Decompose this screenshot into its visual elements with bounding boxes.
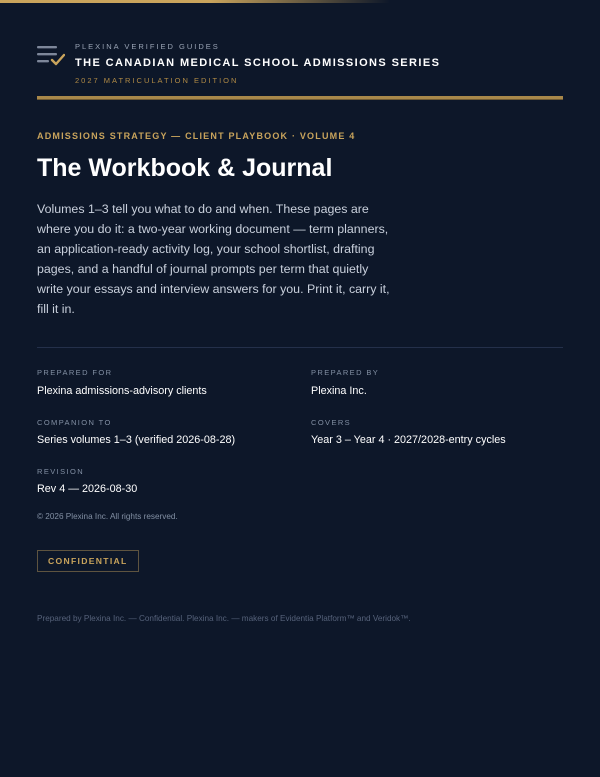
header-divider bbox=[37, 96, 563, 100]
covers-label: COVERS bbox=[311, 418, 352, 427]
companion-label: COMPANION TO bbox=[37, 418, 112, 427]
confidential-badge: CONFIDENTIAL bbox=[37, 550, 139, 572]
checklist-icon bbox=[37, 44, 65, 66]
intro-paragraph: Volumes 1–3 tell you what to do and when. These pages are where you do it: a two-year working document — term planners, an application-ready activity log, your school shortlist, drafting pages, and a handful of journal prompts per term that quietly write your essays and interview answers for you. Print it, carry it, fill it in. bbox=[37, 202, 390, 316]
prepared-for-value: Plexina admissions-advisory clients bbox=[37, 385, 207, 397]
covers-value: Year 3 – Year 4 · 2027/2028-entry cycles bbox=[311, 434, 506, 446]
header-text bbox=[75, 40, 440, 85]
edition-label: 2027 MATRICULATION EDITION bbox=[75, 76, 239, 85]
prepared-by-value: Plexina Inc. bbox=[311, 385, 367, 397]
revision-label: REVISION bbox=[37, 467, 85, 476]
volume-kicker: ADMISSIONS STRATEGY — CLIENT PLAYBOOK · VOLUME 4 bbox=[37, 131, 356, 141]
copyright-notice: © 2026 Plexina Inc. All rights reserved. bbox=[37, 512, 178, 521]
companion-value: Series volumes 1–3 (verified 2026-08-28) bbox=[37, 434, 236, 446]
top-accent-rule bbox=[0, 0, 600, 3]
footer-note: Prepared by Plexina Inc. — Confidential. Plexina Inc. — makers of Evidentia Platform™ and Veridok™. bbox=[37, 614, 411, 623]
prepared-for-label: PREPARED FOR bbox=[37, 368, 113, 377]
page-title: The Workbook & Journal bbox=[37, 154, 333, 182]
prepared-by-label: PREPARED BY bbox=[311, 368, 380, 377]
section-divider bbox=[37, 347, 563, 348]
series-title: THE CANADIAN MEDICAL SCHOOL ADMISSIONS SERIES bbox=[75, 57, 441, 69]
brand-eyebrow: PLEXINA VERIFIED GUIDES bbox=[75, 42, 220, 51]
revision-value: Rev 4 — 2026-08-30 bbox=[37, 483, 138, 495]
